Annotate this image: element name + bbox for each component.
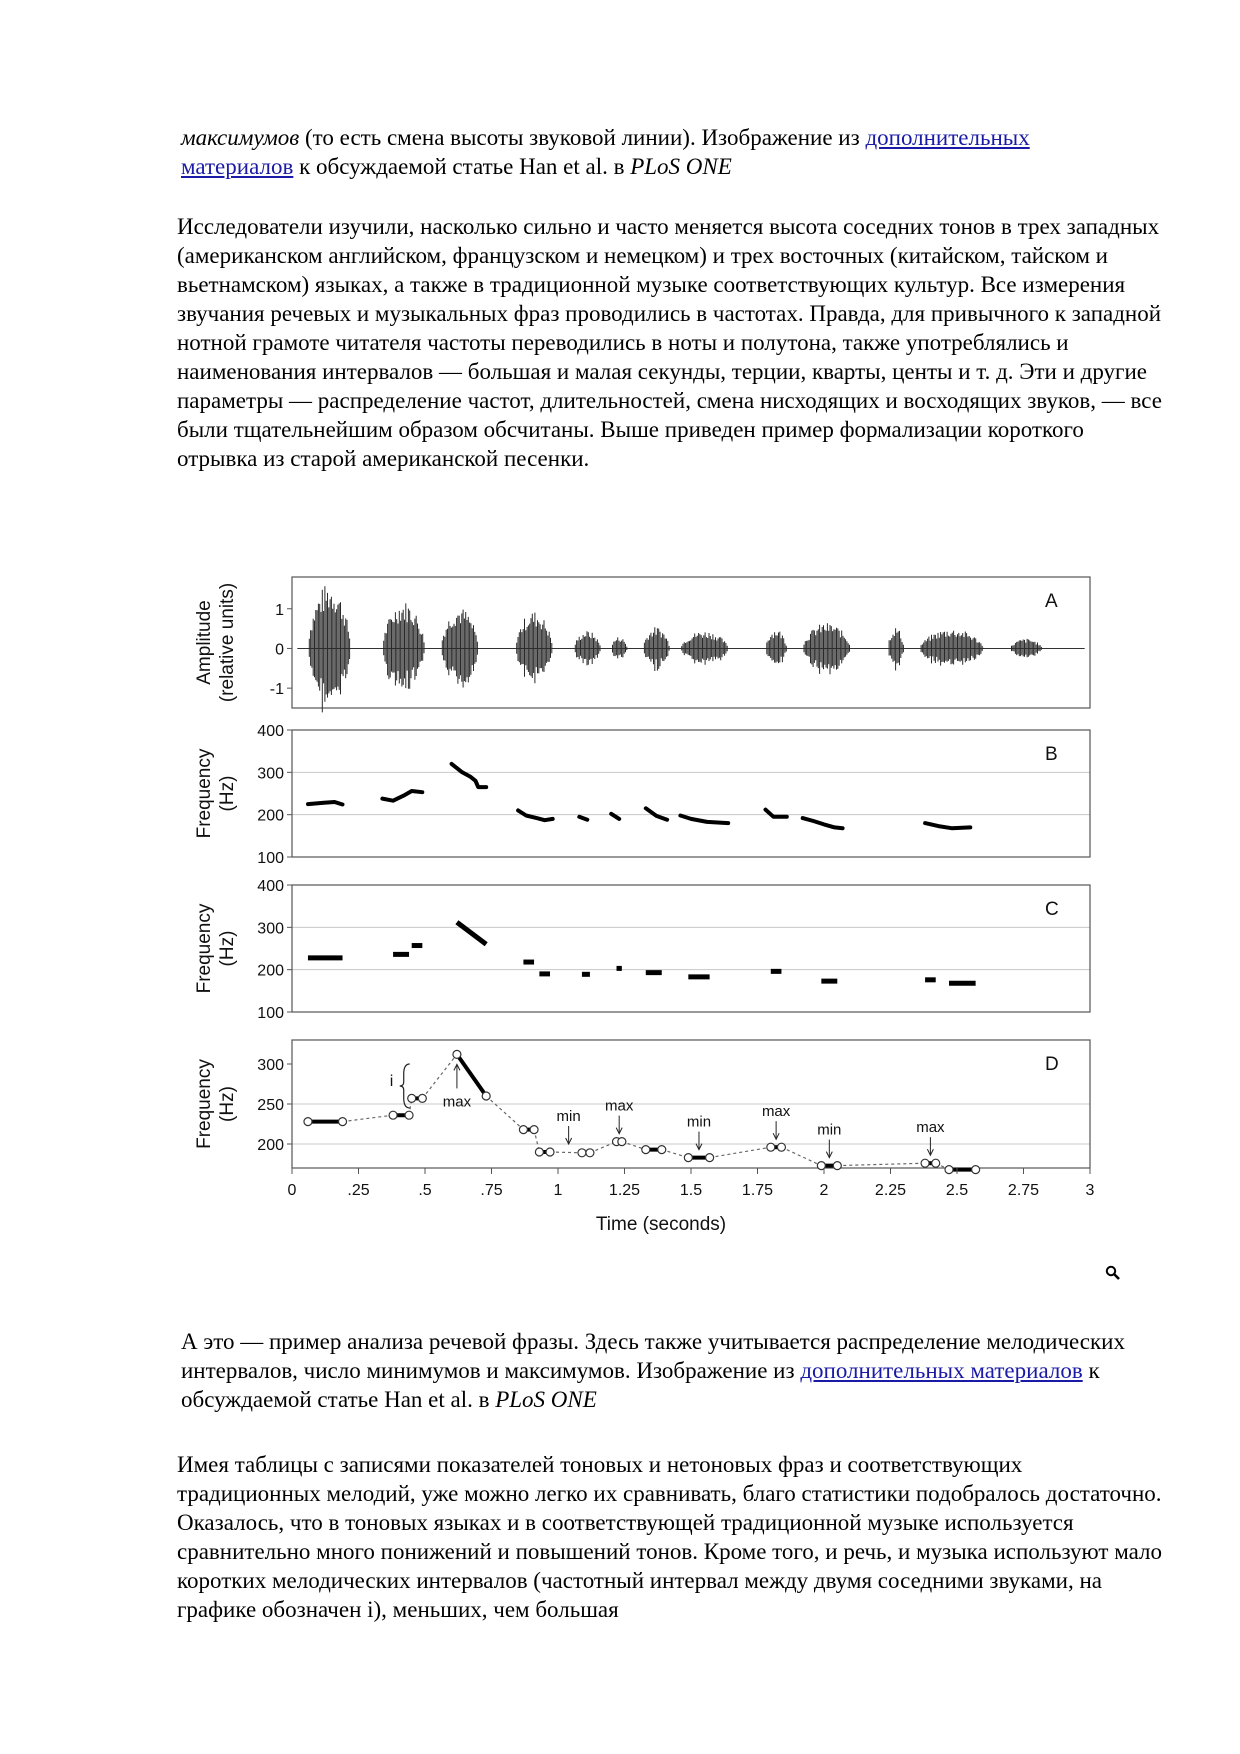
y-axis-label: Frequency [194,1059,215,1149]
waveform-burst [515,613,551,684]
annotation-label: min [686,1113,712,1131]
panel-letter: C [1045,899,1059,920]
note-endpoint [684,1154,692,1162]
caption-text: к обсуждаемой статье Han et al. в [181,1358,1100,1412]
panel-frame [292,885,1090,1012]
y-tick-label: 100 [257,850,284,867]
note-endpoint [921,1159,929,1167]
note-endpoint [546,1148,554,1156]
y-tick-label: 250 [257,1097,284,1114]
figure-caption-bottom [181,1327,1141,1414]
y-tick-label: 200 [257,807,284,825]
pitch-contour [518,810,553,820]
caption-text: к обсуждаемой статье Han et al. в [293,154,631,179]
x-axis-label: Time (seconds) [595,1214,727,1235]
figure-caption-top [181,123,1141,181]
panel-letter: B [1045,744,1058,765]
note-connector [343,1115,394,1121]
waveform-burst [611,637,627,658]
y-axis-label: Frequency [194,748,215,839]
x-tick-label: 2.75 [1007,1182,1040,1199]
body-paragraph-1: Исследователи изучили, насколько сильно и часто меняется высота соседних тонов в трех западных (американском английском, французском и немецком) и трех восточных (китайском, тайском и вьетнамском) языках, а также в традиционной музыке соответствующих культур. Все измерения звучания речевых и музыкальных фраз проводились в частотах. Правда, для привычного к западной нотной грамоте читателя частоты переводились в ноты и полутона, также употреблялись и наименования интервалов — большая и малая секунды, терции, кварты, центы и т. д. Эти и другие параметры — распределение частот, длительностей, смена нисходящих и восходящих звуков, — все были тщательнейшим образом обсчитаны. Выше приведен пример формализации короткого отрывка из старой американской песенки. [177,214,1162,471]
y-tick-label: -1 [269,681,284,699]
x-tick-label: 1.75 [741,1182,774,1199]
pitch-contour [646,808,667,819]
waveform-burst [888,628,904,670]
note-endpoint [482,1092,490,1100]
x-tick-label: 2 [819,1182,829,1199]
x-tick-label: 0 [287,1182,297,1199]
note-endpoint [405,1111,413,1119]
panel-letter: D [1045,1054,1059,1075]
note-endpoint [339,1118,347,1126]
pitch-contour [925,823,970,828]
y-tick-label: 0 [275,641,284,659]
journal-name: PLoS ONE [630,154,732,179]
note-connector [781,1147,821,1165]
waveform-burst [574,631,600,665]
note-endpoint [972,1166,980,1174]
annotation-label: min [817,1121,842,1139]
supplementary-link[interactable]: дополнительных материалов [800,1358,1083,1383]
note-endpoint [945,1166,953,1174]
note-endpoint [833,1162,841,1170]
interval-label: i [389,1073,394,1091]
caption-text: (то есть смена высоты звуковой линии). Изображение из [299,125,866,150]
pitch-contour [766,810,787,817]
pitch-analysis-chart [190,565,1140,1255]
annotation-label: max [605,1097,634,1115]
note-endpoint [418,1094,426,1102]
note-endpoint [408,1094,416,1102]
waveform-burst [382,603,424,688]
waveform-burst [643,627,669,671]
x-tick-label: .5 [418,1182,432,1199]
x-tick-label: .75 [480,1182,503,1199]
x-tick-label: 2.25 [874,1182,907,1199]
y-axis-label: (Hz) [217,775,238,812]
x-tick-label: 2.5 [945,1182,969,1199]
caption-em-word: максимумов [181,125,300,150]
y-axis-label: Amplitude [194,600,215,685]
y-tick-label: 400 [257,878,284,895]
pitch-contour [452,764,487,787]
pitch-contour [680,816,728,824]
panel-letter: A [1045,591,1058,612]
pitch-contour [803,818,843,828]
y-axis-label: (relative units) [217,582,238,703]
note-endpoint [767,1143,775,1151]
x-tick-label: 1.25 [608,1182,641,1199]
y-tick-label: 300 [257,765,284,783]
y-axis-label: Frequency [194,903,215,994]
panel-frame [292,730,1090,857]
body-paragraph-2: Имея таблицы с записями показателей тоновых и нетоновых фраз и соответствующих традиционных мелодий, уже можно легко их сравнивать, благо статистики подобралось достаточно. Оказалось, что в тоновых языках и в соответствующей традиционной музыке используется сравнительно много понижений и повышений тонов. Кроме того, и речь, и музыка используют мало коротких мелодических интервалов (частотный интервал между двумя соседними звуками, на графике обозначен i), меньших, чем большая [177,1452,1163,1622]
magnifier-icon[interactable] [1105,1265,1121,1281]
x-tick-label: 3 [1085,1182,1095,1199]
note-connector [550,1152,582,1153]
supplementary-link[interactable]: дополнительных материалов [181,125,1030,179]
y-tick-label: 100 [257,1005,284,1022]
x-tick-label: 1 [553,1182,563,1199]
note-endpoint [578,1149,586,1157]
waveform-burst [441,610,477,688]
annotation-label: min [556,1108,581,1125]
note-connector [486,1096,523,1130]
note-endpoint [519,1126,527,1134]
pitch-contour [308,802,343,805]
y-axis-label: (Hz) [217,1086,238,1122]
journal-name: PLoS ONE [495,1387,597,1412]
note-segment [457,1054,486,1096]
y-tick-label: 300 [257,920,284,938]
x-tick-label: 1.5 [679,1182,703,1199]
note-endpoint [586,1149,594,1157]
note-endpoint [658,1146,666,1154]
waveform-burst [766,632,787,664]
y-tick-label: 200 [257,1137,284,1154]
annotation-label: max [761,1103,791,1121]
waveform-burst [308,586,350,712]
x-tick-label: .25 [347,1182,370,1199]
annotation-label: max [442,1093,472,1111]
speech-analysis-figure [190,565,1140,1255]
note-endpoint [530,1126,538,1134]
note-endpoint [453,1050,461,1058]
note-endpoint [777,1143,785,1151]
y-tick-label: 300 [257,1057,284,1074]
note-endpoint [932,1159,940,1167]
note-endpoint [304,1118,312,1126]
pitch-segment [457,922,486,944]
annotation-label: max [916,1119,945,1137]
note-endpoint [618,1138,626,1146]
note-connector [837,1163,925,1165]
note-connector [422,1054,457,1098]
y-tick-label: 1 [275,601,284,619]
y-tick-label: 200 [257,962,284,980]
note-endpoint [706,1154,714,1162]
caption-text: А это — пример анализа речевой фразы. Здесь также учитывается распределение мелодических интервалов, число минимумов и максимумов. Изображение из [181,1329,1125,1383]
note-endpoint [535,1148,543,1156]
pitch-contour [382,791,422,801]
y-axis-label: (Hz) [217,930,238,967]
note-endpoint [642,1146,650,1154]
pitch-contour [579,817,587,820]
y-tick-label: 400 [257,723,284,740]
note-endpoint [389,1111,397,1119]
note-connector [710,1147,771,1157]
